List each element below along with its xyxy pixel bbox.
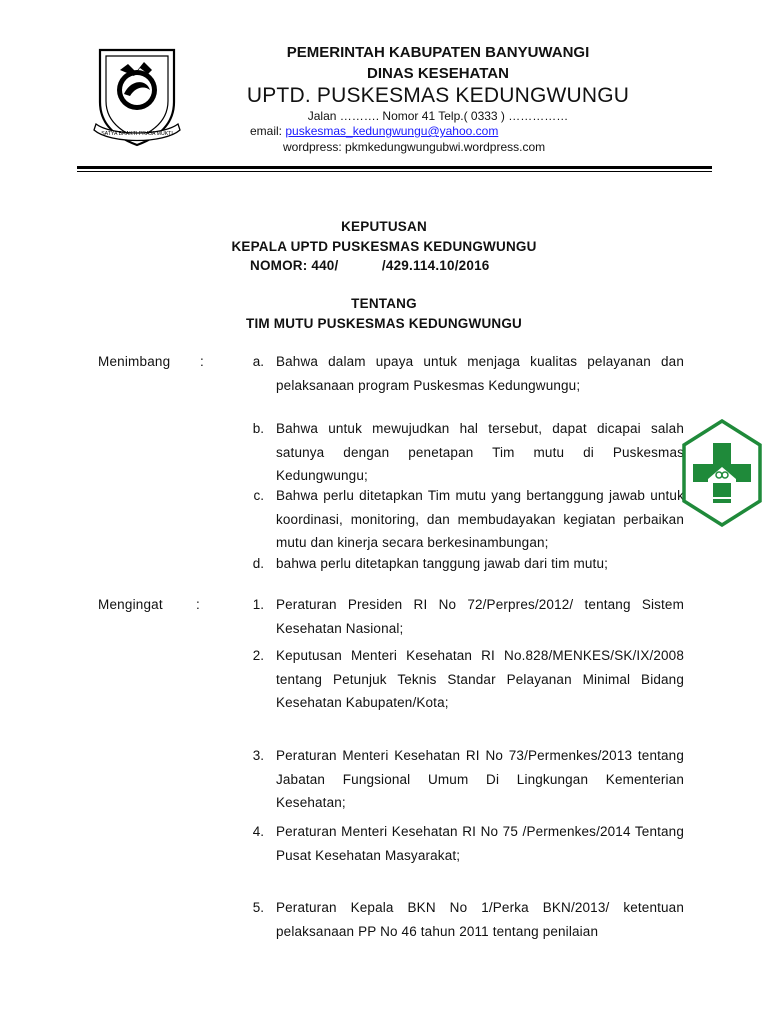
email-label: email: (250, 124, 286, 138)
email-link[interactable]: puskesmas_kedungwungu@yahoo.com (285, 124, 499, 138)
menimbang-marker-a: a. (252, 354, 264, 369)
mengingat-marker-4: 4. (252, 824, 264, 839)
letterhead-divider (77, 166, 712, 169)
menimbang-item-c: Bahwa perlu ditetapkan Tim mutu yang bertanggung jawab untuk koordinasi, monitoring, dan membudayakan kegiatan perbaikan mutu dan kinerja secara berkesinambungan; (276, 488, 684, 550)
email-line (250, 124, 498, 138)
menimbang-item-b: Bahwa untuk mewujudkan hal tersebut, dapat dicapai salah satunya dengan penetapan Tim mutu di Puskesmas Kedungwungu; (276, 421, 684, 483)
decree-number: NOMOR: 440/ /429.114.10/2016 (250, 258, 490, 273)
unit-heading: UPTD. PUSKESMAS KEDUNGWUNGU (246, 84, 630, 107)
decree-about-label: TENTANG (351, 296, 417, 311)
mengingat-marker-3: 3. (252, 748, 264, 763)
mengingat-item-3: Peraturan Menteri Kesehatan RI No 73/Permenkes/2013 tentang Jabatan Fungsional Umum Di Lingkungan Kementerian Kesehatan; (276, 748, 684, 810)
menimbang-marker-c: c. (253, 488, 264, 503)
department-heading: DINAS KESEHATAN (367, 65, 509, 82)
mengingat-item-1: Peraturan Presiden RI No 72/Perpres/2012/ tentang Sistem Kesehatan Nasional; (276, 597, 684, 636)
mengingat-item-2: Keputusan Menteri Kesehatan RI No.828/MENKES/SK/IX/2008 tentang Petunjuk Teknis Standar Pelayanan Minimal Bidang Kesehatan Kabupaten/Kota; (276, 648, 684, 710)
mengingat-marker-5: 5. (252, 900, 264, 915)
menimbang-marker-b: b. (252, 421, 264, 436)
decree-issuer: KEPALA UPTD PUSKESMAS KEDUNGWUNGU (231, 239, 537, 254)
address-line: Jalan ………. Nomor 41 Telp.( 0333 ) …………… (307, 109, 569, 123)
regency-logo-icon (90, 46, 184, 148)
wordpress-line: wordpress: pkmkedungwungubwi.wordpress.com (283, 140, 546, 154)
mengingat-label: Mengingat (98, 597, 163, 612)
decree-subject: TIM MUTU PUSKESMAS KEDUNGWUNGU (246, 316, 522, 331)
menimbang-marker-d: d. (252, 556, 264, 571)
mengingat-item-4: Peraturan Menteri Kesehatan RI No 75 /Permenkes/2014 Tentang Pusat Kesehatan Masyarakat; (276, 824, 684, 863)
government-heading: PEMERINTAH KABUPATEN BANYUWANGI (286, 44, 590, 61)
logo-motto: SATYA BHAKTI PRAJA MUKTI (101, 131, 173, 137)
menimbang-label: Menimbang (98, 354, 171, 369)
decree-title: KEPUTUSAN (341, 219, 427, 234)
mengingat-colon: : (196, 597, 200, 612)
letterhead-divider-thin (77, 171, 712, 172)
menimbang-colon: : (200, 354, 204, 369)
puskesmas-cross-icon (682, 419, 762, 527)
mengingat-marker-2: 2. (252, 648, 264, 663)
menimbang-item-d: bahwa perlu ditetapkan tanggung jawab dari tim mutu; (276, 556, 609, 571)
mengingat-marker-1: 1. (252, 597, 264, 612)
mengingat-item-5: Peraturan Kepala BKN No 1/Perka BKN/2013/ ketentuan pelaksanaan PP No 46 tahun 2011 tentang penilaian (276, 900, 684, 939)
menimbang-item-a: Bahwa dalam upaya untuk menjaga kualitas pelayanan dan pelaksanaan program Puskesmas Kedungwungu; (276, 354, 684, 393)
